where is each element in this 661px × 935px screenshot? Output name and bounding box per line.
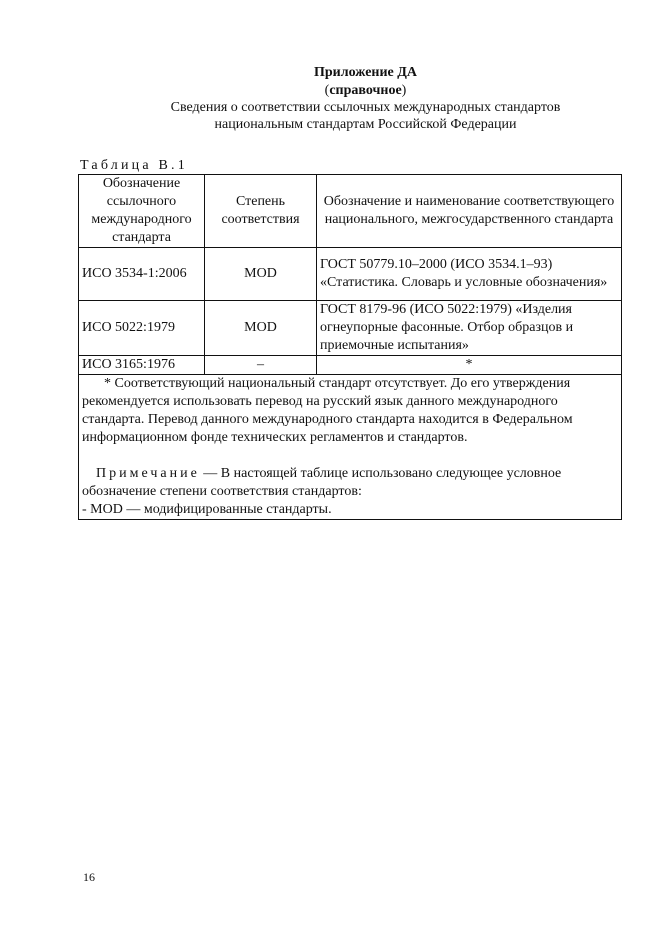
table-row: [79, 248, 622, 301]
appendix-subtitle-line: [35, 82, 661, 99]
cell-national: ГОСТ 8179-96 (ИСО 5022:1979) «Изделия огнеупорные фасонные. Отбор образцов и приемочные испытания»: [317, 301, 622, 356]
column-header-national: Обозначение и наименование соответствующего национального, межгосударственного стандарта: [317, 175, 622, 248]
cell-reference: ИСО 3534-1:2006: [79, 248, 205, 301]
table-footnote-row: [79, 375, 622, 520]
note-label: Примечание: [96, 466, 200, 481]
cell-national: *: [317, 356, 622, 375]
paren-open: (: [324, 83, 330, 98]
note-text: — В настоящей таблице использовано следующее условное обозначение степени соответствия стандартов:: [82, 466, 562, 499]
cell-degree: MOD: [205, 248, 317, 301]
cell-degree: MOD: [205, 301, 317, 356]
cell-national: ГОСТ 50779.10–2000 (ИСО 3534.1–93) «Статистика. Словарь и условные обозначения»: [317, 248, 622, 301]
cell-reference: ИСО 5022:1979: [79, 301, 205, 356]
table-label: Таблица В.1: [80, 158, 188, 173]
footnote-cell: [79, 375, 622, 520]
cell-reference: ИСО 3165:1976: [79, 356, 205, 375]
appendix-subtitle: справочное: [329, 83, 402, 98]
column-header-degree: Степень соответствия: [205, 175, 317, 248]
cell-degree: –: [205, 356, 317, 375]
appendix-heading-line2: национальным стандартам Российской Федерации: [214, 117, 517, 132]
appendix-heading-line1: Сведения о соответствии ссылочных международных стандартов: [170, 100, 561, 115]
page-number: 16: [83, 870, 95, 884]
footnote-text: * Соответствующий национальный стандарт отсутствует. До его утверждения рекомендуется использовать перевод на русский язык данного международного стандарта. Перевод данного международного стандарта находится в Федеральном информационном фонде технических регламентов и стандартов.: [82, 376, 573, 445]
reference-table: [78, 174, 622, 520]
table-row: [79, 356, 622, 375]
appendix-title: Приложение ДА: [313, 65, 418, 80]
mod-definition: - MOD — модифицированные стандарты.: [82, 502, 332, 517]
table-row: [79, 301, 622, 356]
paren-close: ): [401, 83, 407, 98]
column-header-reference: Обозначение ссылочного международного стандарта: [79, 175, 205, 248]
note-paragraph: [82, 465, 618, 501]
table-header-row: [79, 175, 622, 248]
